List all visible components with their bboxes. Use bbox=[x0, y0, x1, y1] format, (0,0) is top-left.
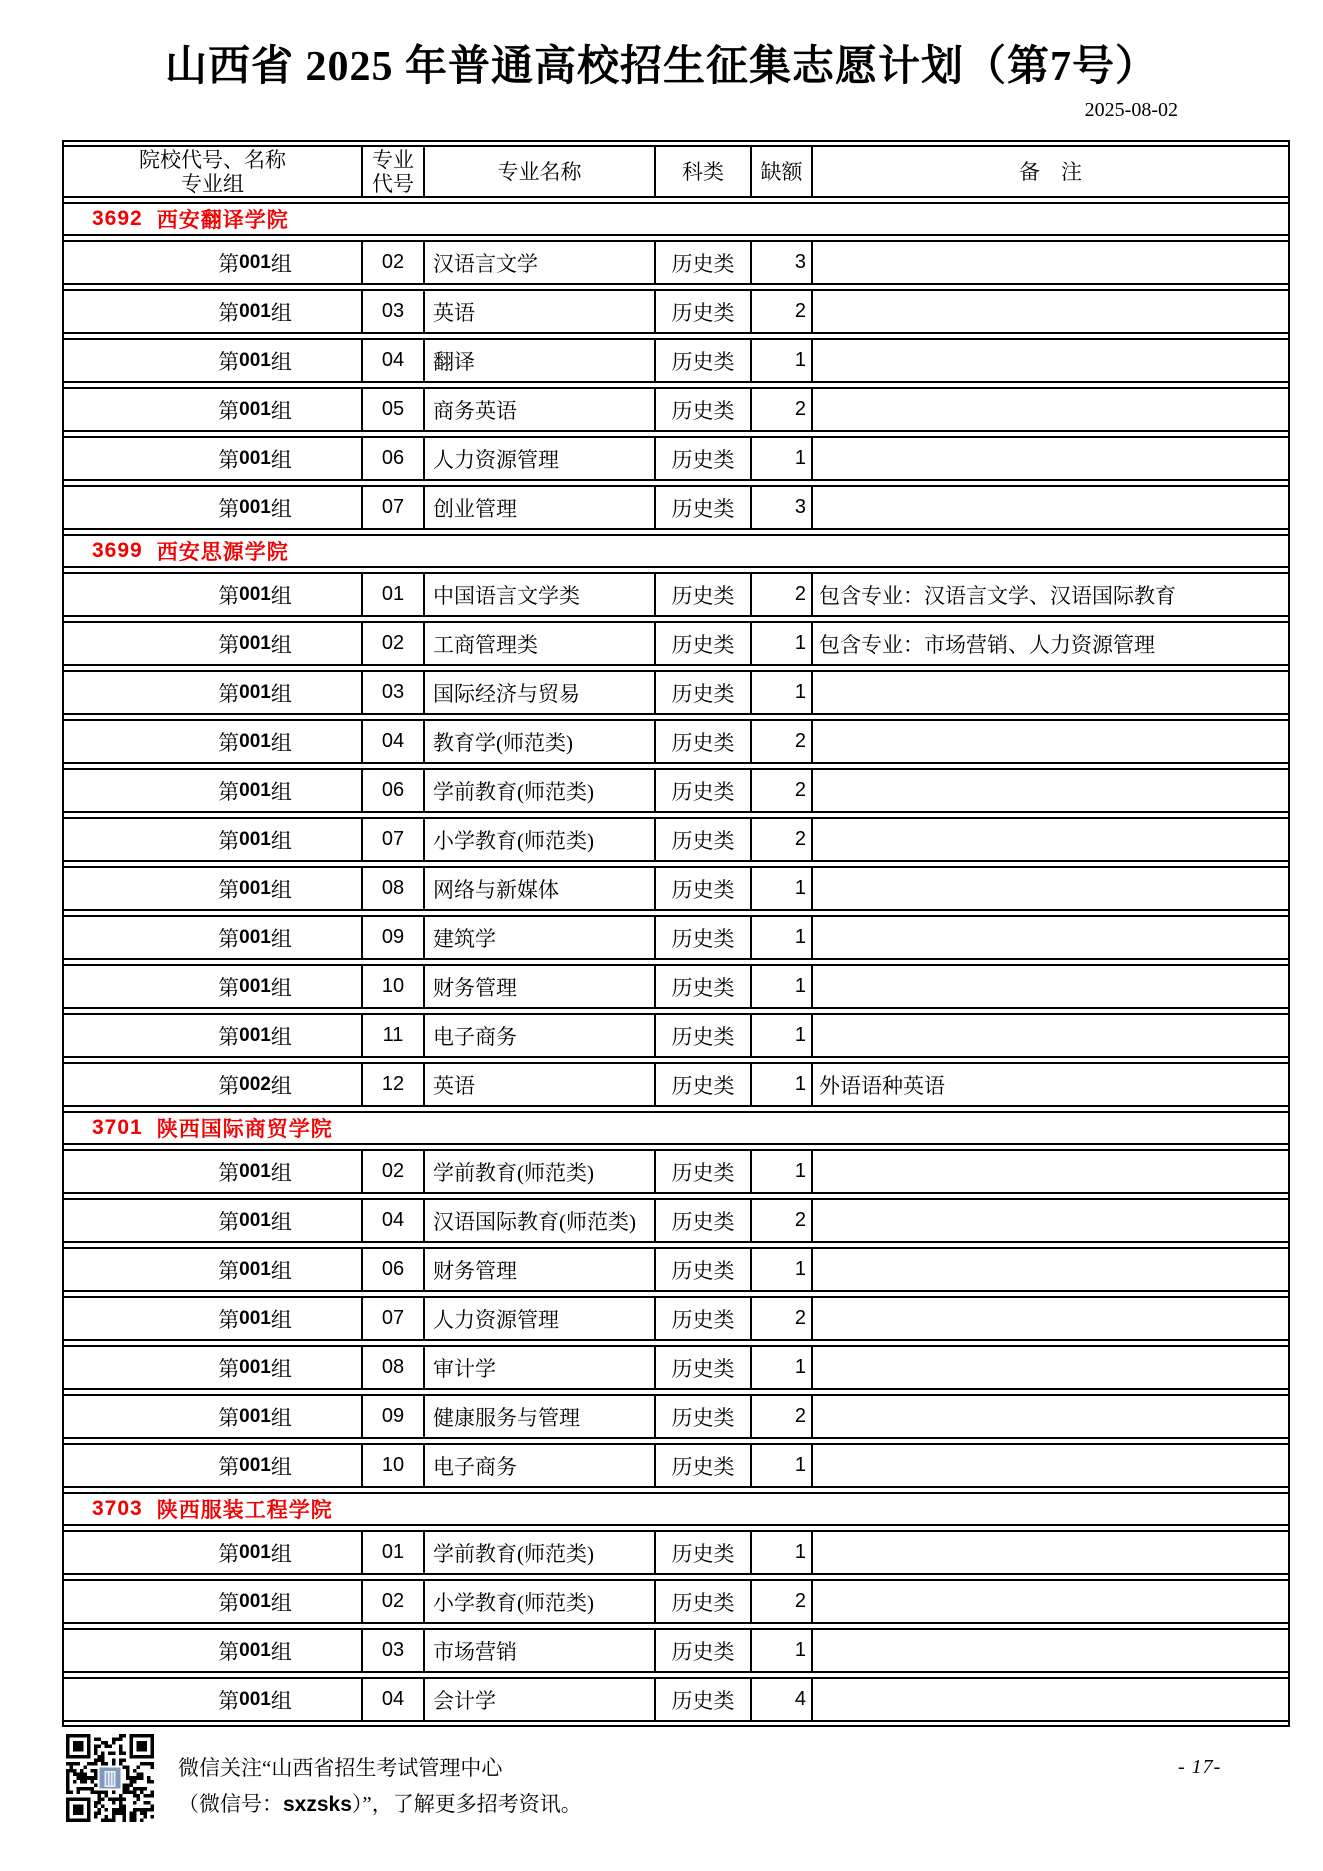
cell-major-name: 教育学(师范类) bbox=[425, 721, 656, 762]
cell-category: 历史类 bbox=[656, 1396, 752, 1437]
cell-note bbox=[813, 1630, 1288, 1671]
cell-group: 第 001 组 bbox=[64, 1347, 363, 1388]
cell-major-code: 10 bbox=[363, 966, 425, 1007]
cell-note bbox=[813, 291, 1288, 332]
cell-note bbox=[813, 1151, 1288, 1192]
cell-note bbox=[813, 389, 1288, 430]
cell-major-name: 国际经济与贸易 bbox=[425, 672, 656, 713]
cell-vacancy: 1 bbox=[752, 1630, 813, 1671]
cell-note bbox=[813, 1581, 1288, 1622]
cell-major-code: 12 bbox=[363, 1064, 425, 1105]
section-header-3701 bbox=[64, 1111, 1288, 1145]
cell-major-name: 财务管理 bbox=[425, 1249, 656, 1290]
cell-major-code: 08 bbox=[363, 868, 425, 909]
cell-major-code: 06 bbox=[363, 1249, 425, 1290]
cell-vacancy: 1 bbox=[752, 917, 813, 958]
cell-note bbox=[813, 1249, 1288, 1290]
cell-major-name: 翻译 bbox=[425, 340, 656, 381]
cell-major-code: 03 bbox=[363, 1630, 425, 1671]
cell-group: 第 001 组 bbox=[64, 1581, 363, 1622]
cell-major-name: 审计学 bbox=[425, 1347, 656, 1388]
cell-major-name: 汉语国际教育(师范类) bbox=[425, 1200, 656, 1241]
cell-vacancy: 1 bbox=[752, 438, 813, 479]
cell-group: 第 001 组 bbox=[64, 1151, 363, 1192]
cell-category: 历史类 bbox=[656, 291, 752, 332]
cell-group: 第 001 组 bbox=[64, 623, 363, 664]
section-header-3703 bbox=[64, 1492, 1288, 1526]
table-row bbox=[64, 1394, 1288, 1439]
cell-group: 第 001 组 bbox=[64, 819, 363, 860]
table-row bbox=[64, 768, 1288, 813]
cell-category: 历史类 bbox=[656, 1445, 752, 1486]
cell-category: 历史类 bbox=[656, 1064, 752, 1105]
cell-major-code: 10 bbox=[363, 1445, 425, 1486]
header-cell-category: 科类 bbox=[656, 147, 752, 196]
cell-major-name: 建筑学 bbox=[425, 917, 656, 958]
cell-note bbox=[813, 1298, 1288, 1339]
cell-major-code: 01 bbox=[363, 574, 425, 615]
table-row bbox=[64, 1247, 1288, 1292]
cell-group: 第 001 组 bbox=[64, 1445, 363, 1486]
cell-vacancy: 2 bbox=[752, 291, 813, 332]
college-code: 3701 bbox=[92, 1116, 143, 1139]
cell-note bbox=[813, 966, 1288, 1007]
college-code: 3703 bbox=[92, 1497, 143, 1520]
cell-category: 历史类 bbox=[656, 487, 752, 528]
table-header-row bbox=[64, 145, 1288, 198]
cell-major-code: 04 bbox=[363, 1200, 425, 1241]
cell-major-code: 07 bbox=[363, 819, 425, 860]
cell-major-name: 会计学 bbox=[425, 1679, 656, 1720]
table-row bbox=[64, 289, 1288, 334]
table-row bbox=[64, 1149, 1288, 1194]
qr-code-icon bbox=[66, 1734, 154, 1822]
cell-note bbox=[813, 438, 1288, 479]
section-header-3692 bbox=[64, 202, 1288, 236]
cell-major-name: 学前教育(师范类) bbox=[425, 1532, 656, 1573]
cell-vacancy: 2 bbox=[752, 1200, 813, 1241]
cell-major-name: 商务英语 bbox=[425, 389, 656, 430]
college-name: 陕西服装工程学院 bbox=[156, 1499, 333, 1522]
publish-date: 2025-08-02 bbox=[1084, 99, 1178, 121]
cell-category: 历史类 bbox=[656, 340, 752, 381]
cell-major-name: 英语 bbox=[425, 1064, 656, 1105]
cell-vacancy: 1 bbox=[752, 1015, 813, 1056]
cell-note: 包含专业：汉语言文学、汉语国际教育 bbox=[819, 583, 1176, 608]
cell-major-code: 03 bbox=[363, 291, 425, 332]
cell-category: 历史类 bbox=[656, 917, 752, 958]
cell-group: 第 001 组 bbox=[64, 1396, 363, 1437]
cell-vacancy: 1 bbox=[752, 1532, 813, 1573]
cell-major-name: 学前教育(师范类) bbox=[425, 1151, 656, 1192]
cell-category: 历史类 bbox=[656, 242, 752, 283]
cell-group: 第 001 组 bbox=[64, 868, 363, 909]
cell-major-code: 04 bbox=[363, 340, 425, 381]
table-row bbox=[64, 964, 1288, 1009]
cell-category: 历史类 bbox=[656, 389, 752, 430]
table-row bbox=[64, 915, 1288, 960]
cell-note bbox=[813, 917, 1288, 958]
cell-group: 第 001 组 bbox=[64, 1015, 363, 1056]
cell-major-code: 02 bbox=[363, 623, 425, 664]
cell-vacancy: 2 bbox=[752, 770, 813, 811]
cell-category: 历史类 bbox=[656, 574, 752, 615]
wechat-id: sxzsks bbox=[283, 1793, 352, 1816]
cell-major-code: 01 bbox=[363, 1532, 425, 1573]
college-name: 陕西国际商贸学院 bbox=[156, 1118, 333, 1141]
cell-vacancy: 1 bbox=[752, 1445, 813, 1486]
cell-major-code: 03 bbox=[363, 672, 425, 713]
table-row bbox=[64, 1677, 1288, 1722]
cell-category: 历史类 bbox=[656, 1581, 752, 1622]
cell-major-code: 09 bbox=[363, 917, 425, 958]
cell-category: 历史类 bbox=[656, 1249, 752, 1290]
page-title: 山西省 2025 年普通高校招生征集志愿计划（第7号） bbox=[164, 44, 1158, 90]
cell-note: 外语语种英语 bbox=[819, 1073, 945, 1098]
header-cell-note: 备 注 bbox=[1019, 159, 1082, 184]
cell-group: 第 001 组 bbox=[64, 242, 363, 283]
table-row bbox=[64, 1579, 1288, 1624]
cell-category: 历史类 bbox=[656, 1679, 752, 1720]
cell-note bbox=[813, 1679, 1288, 1720]
cell-category: 历史类 bbox=[656, 1532, 752, 1573]
cell-major-code: 06 bbox=[363, 438, 425, 479]
cell-group: 第 001 组 bbox=[64, 1630, 363, 1671]
table-row bbox=[64, 719, 1288, 764]
cell-category: 历史类 bbox=[656, 770, 752, 811]
cell-vacancy: 2 bbox=[752, 1396, 813, 1437]
cell-note bbox=[813, 1532, 1288, 1573]
cell-major-name: 汉语言文学 bbox=[425, 242, 656, 283]
cell-category: 历史类 bbox=[656, 721, 752, 762]
cell-category: 历史类 bbox=[656, 819, 752, 860]
cell-major-code: 04 bbox=[363, 1679, 425, 1720]
cell-category: 历史类 bbox=[656, 868, 752, 909]
table-row bbox=[64, 1628, 1288, 1673]
cell-vacancy: 1 bbox=[752, 1249, 813, 1290]
cell-vacancy: 1 bbox=[752, 623, 813, 664]
cell-group: 第 001 组 bbox=[64, 721, 363, 762]
cell-vacancy: 2 bbox=[752, 1298, 813, 1339]
cell-major-name: 创业管理 bbox=[425, 487, 656, 528]
cell-note bbox=[813, 721, 1288, 762]
cell-group: 第 001 组 bbox=[64, 291, 363, 332]
cell-group: 第 001 组 bbox=[64, 438, 363, 479]
header-cell-vacancy: 缺额 bbox=[752, 147, 813, 196]
cell-major-name: 电子商务 bbox=[425, 1015, 656, 1056]
cell-vacancy: 3 bbox=[752, 242, 813, 283]
cell-major-name: 电子商务 bbox=[425, 1445, 656, 1486]
college-code: 3692 bbox=[92, 207, 143, 230]
cell-note bbox=[813, 340, 1288, 381]
cell-vacancy: 4 bbox=[752, 1679, 813, 1720]
table-row bbox=[64, 817, 1288, 862]
cell-group: 第 001 组 bbox=[64, 487, 363, 528]
cell-major-code: 07 bbox=[363, 1298, 425, 1339]
section-header-3699 bbox=[64, 534, 1288, 568]
cell-group: 第 001 组 bbox=[64, 1298, 363, 1339]
cell-note bbox=[813, 487, 1288, 528]
cell-vacancy: 1 bbox=[752, 340, 813, 381]
cell-major-name: 英语 bbox=[425, 291, 656, 332]
table-row bbox=[64, 1198, 1288, 1243]
cell-vacancy: 1 bbox=[752, 1347, 813, 1388]
cell-group: 第 001 组 bbox=[64, 1532, 363, 1573]
cell-vacancy: 2 bbox=[752, 721, 813, 762]
cell-note bbox=[813, 1396, 1288, 1437]
cell-major-name: 财务管理 bbox=[425, 966, 656, 1007]
cell-major-name: 小学教育(师范类) bbox=[425, 819, 656, 860]
table-row bbox=[64, 866, 1288, 911]
cell-vacancy: 1 bbox=[752, 672, 813, 713]
cell-vacancy: 1 bbox=[752, 1151, 813, 1192]
cell-group: 第 002 组 bbox=[64, 1064, 363, 1105]
table-row bbox=[64, 387, 1288, 432]
cell-category: 历史类 bbox=[656, 1151, 752, 1192]
cell-group: 第 001 组 bbox=[64, 1679, 363, 1720]
cell-vacancy: 1 bbox=[752, 966, 813, 1007]
cell-major-name: 学前教育(师范类) bbox=[425, 770, 656, 811]
table-row bbox=[64, 338, 1288, 383]
footer-line2: （微信号：sxzsks）”，了解更多招考资讯。 bbox=[178, 1792, 582, 1816]
table-row bbox=[64, 621, 1288, 666]
header-cell-major-name: 专业名称 bbox=[425, 147, 656, 196]
page-number: - 17- bbox=[1178, 1756, 1222, 1778]
cell-vacancy: 1 bbox=[752, 1064, 813, 1105]
cell-note bbox=[813, 1200, 1288, 1241]
cell-major-code: 02 bbox=[363, 1151, 425, 1192]
cell-note bbox=[813, 770, 1288, 811]
cell-group: 第 001 组 bbox=[64, 1249, 363, 1290]
table-row bbox=[64, 1530, 1288, 1575]
cell-group: 第 001 组 bbox=[64, 917, 363, 958]
cell-major-name: 小学教育(师范类) bbox=[425, 1581, 656, 1622]
college-code: 3699 bbox=[92, 539, 143, 562]
cell-category: 历史类 bbox=[656, 1015, 752, 1056]
cell-major-code: 11 bbox=[363, 1015, 425, 1056]
cell-major-code: 07 bbox=[363, 487, 425, 528]
cell-group: 第 001 组 bbox=[64, 340, 363, 381]
cell-major-code: 06 bbox=[363, 770, 425, 811]
cell-category: 历史类 bbox=[656, 1298, 752, 1339]
cell-note bbox=[813, 868, 1288, 909]
table-row bbox=[64, 1443, 1288, 1488]
cell-note bbox=[813, 819, 1288, 860]
cell-note bbox=[813, 1347, 1288, 1388]
cell-group: 第 001 组 bbox=[64, 389, 363, 430]
cell-major-code: 08 bbox=[363, 1347, 425, 1388]
cell-major-name: 市场营销 bbox=[425, 1630, 656, 1671]
cell-group: 第 001 组 bbox=[64, 770, 363, 811]
cell-major-name: 中国语言文学类 bbox=[425, 574, 656, 615]
table-row bbox=[64, 1296, 1288, 1341]
cell-major-name: 人力资源管理 bbox=[425, 438, 656, 479]
cell-category: 历史类 bbox=[656, 1630, 752, 1671]
cell-major-code: 09 bbox=[363, 1396, 425, 1437]
header-cell-college: 院校代号、名称 专业组 bbox=[64, 147, 363, 196]
cell-note bbox=[813, 1445, 1288, 1486]
footer-line1: 微信关注“山西省招生考试管理中心 bbox=[178, 1756, 503, 1780]
cell-note bbox=[813, 242, 1288, 283]
cell-note bbox=[813, 1015, 1288, 1056]
cell-major-name: 人力资源管理 bbox=[425, 1298, 656, 1339]
footer-text bbox=[178, 1750, 582, 1823]
cell-major-name: 健康服务与管理 bbox=[425, 1396, 656, 1437]
cell-vacancy: 2 bbox=[752, 574, 813, 615]
cell-category: 历史类 bbox=[656, 1347, 752, 1388]
cell-vacancy: 2 bbox=[752, 819, 813, 860]
table-row bbox=[64, 572, 1288, 617]
table-row bbox=[64, 485, 1288, 530]
cell-category: 历史类 bbox=[656, 966, 752, 1007]
cell-vacancy: 2 bbox=[752, 1581, 813, 1622]
cell-vacancy: 3 bbox=[752, 487, 813, 528]
cell-category: 历史类 bbox=[656, 623, 752, 664]
table-row bbox=[64, 1062, 1288, 1107]
cell-vacancy: 2 bbox=[752, 389, 813, 430]
plan-table bbox=[62, 140, 1290, 1727]
table-row bbox=[64, 670, 1288, 715]
cell-note bbox=[813, 672, 1288, 713]
cell-group: 第 001 组 bbox=[64, 672, 363, 713]
cell-major-name: 网络与新媒体 bbox=[425, 868, 656, 909]
cell-vacancy: 1 bbox=[752, 868, 813, 909]
table-row bbox=[64, 1013, 1288, 1058]
cell-category: 历史类 bbox=[656, 438, 752, 479]
cell-major-code: 02 bbox=[363, 242, 425, 283]
cell-note: 包含专业：市场营销、人力资源管理 bbox=[819, 632, 1155, 657]
cell-major-code: 05 bbox=[363, 389, 425, 430]
cell-major-name: 工商管理类 bbox=[425, 623, 656, 664]
college-name: 西安翻译学院 bbox=[156, 209, 289, 232]
college-name: 西安思源学院 bbox=[156, 541, 289, 564]
cell-major-code: 02 bbox=[363, 1581, 425, 1622]
cell-category: 历史类 bbox=[656, 1200, 752, 1241]
table-row bbox=[64, 1345, 1288, 1390]
cell-group: 第 001 组 bbox=[64, 574, 363, 615]
cell-group: 第 001 组 bbox=[64, 966, 363, 1007]
table-row bbox=[64, 436, 1288, 481]
cell-group: 第 001 组 bbox=[64, 1200, 363, 1241]
header-cell-major-code: 专业 代号 bbox=[363, 147, 425, 196]
table-row bbox=[64, 240, 1288, 285]
cell-category: 历史类 bbox=[656, 672, 752, 713]
cell-major-code: 04 bbox=[363, 721, 425, 762]
